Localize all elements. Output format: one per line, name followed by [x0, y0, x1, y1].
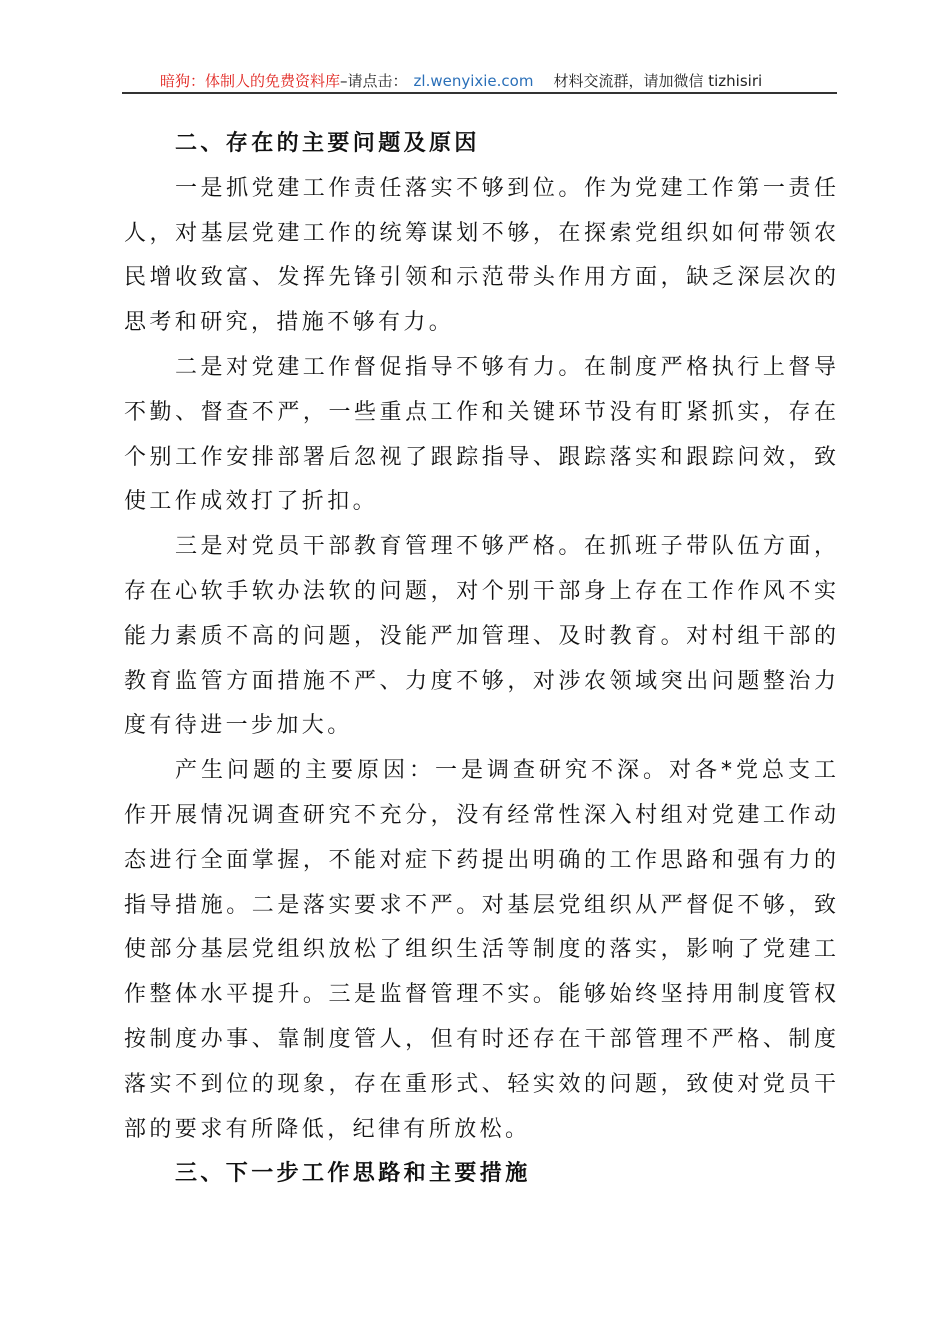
text-line: 态进行全面掌握，不能对症下药提出明确的工作思路和强有力的 — [124, 847, 836, 873]
text-line: 个别工作安排部署后忽视了跟踪指导、跟踪落实和跟踪问效，致 — [124, 444, 836, 470]
text-line: 三是对党员干部教育管理不够严格。在抓班子带队伍方面， — [175, 534, 836, 560]
paragraph — [124, 749, 836, 1152]
text-line: 能力素质不高的问题，没能严加管理、及时教育。对村组干部的 — [124, 623, 836, 649]
paragraph — [124, 346, 836, 525]
text-line: 一是抓党建工作责任落实不够到位。作为党建工作第一责任 — [175, 175, 836, 201]
text-line: 使工作成效打了折扣。 — [124, 489, 379, 515]
section-heading — [124, 1152, 836, 1197]
text-line: 作开展情况调查研究不充分，没有经常性深入村组对党建工作动 — [124, 802, 836, 828]
text-line: 度有待进一步加大。 — [124, 713, 353, 739]
text-line: 思考和研究，措施不够有力。 — [124, 310, 455, 336]
text-line: 部的要求有所降低，纪律有所放松。 — [124, 1116, 531, 1142]
paragraph — [124, 167, 836, 346]
text-line: 作整体水平提升。三是监督管理不实。能够始终坚持用制度管权 — [124, 982, 836, 1008]
text-line: 存在心软手软办法软的问题，对个别干部身上存在工作作风不实 — [124, 578, 836, 604]
text-line: 人，对基层党建工作的统筹谋划不够，在探索党组织如何带领农 — [124, 220, 836, 246]
paragraph — [124, 525, 836, 749]
document-body — [124, 122, 836, 1197]
text-line: 二、存在的主要问题及原因 — [175, 131, 480, 156]
text-line: 民增收致富、发挥先锋引领和示范带头作用方面，缺乏深层次的 — [124, 265, 836, 291]
text-line: 二是对党建工作督促指导不够有力。在制度严格执行上督导 — [175, 354, 836, 380]
site-name: 暗狗：体制人的免费资料库 — [160, 72, 341, 90]
text-line: 指导措施。二是落实要求不严。对基层党组织从严督促不够，致 — [124, 892, 836, 918]
text-line: 三、下一步工作思路和主要措施 — [175, 1161, 531, 1187]
click-prompt: –请点击： — [340, 72, 408, 90]
text-line: 落实不到位的现象，存在重形式、轻实效的问题，致使对党员干 — [124, 1071, 836, 1097]
text-line: 教育监管方面措施不严、力度不够，对涉农领域突出问题整治力 — [124, 668, 836, 694]
wechat-text: 材料交流群，请加微信 tizhisiri — [553, 72, 763, 90]
text-line: 按制度办事、靠制度管人，但有时还存在干部管理不严格、制度 — [124, 1026, 836, 1052]
page-header — [122, 70, 837, 94]
text-line: 产生问题的主要原因：一是调查研究不深。对各*党总支工 — [175, 758, 836, 784]
text-line: 不勤、督查不严，一些重点工作和关键环节没有盯紧抓实，存在 — [124, 399, 836, 425]
site-link[interactable]: zl.wenyixie.com — [413, 72, 534, 90]
section-heading — [124, 122, 836, 167]
text-line: 使部分基层党组织放松了组织生活等制度的落实，影响了党建工 — [124, 937, 836, 963]
